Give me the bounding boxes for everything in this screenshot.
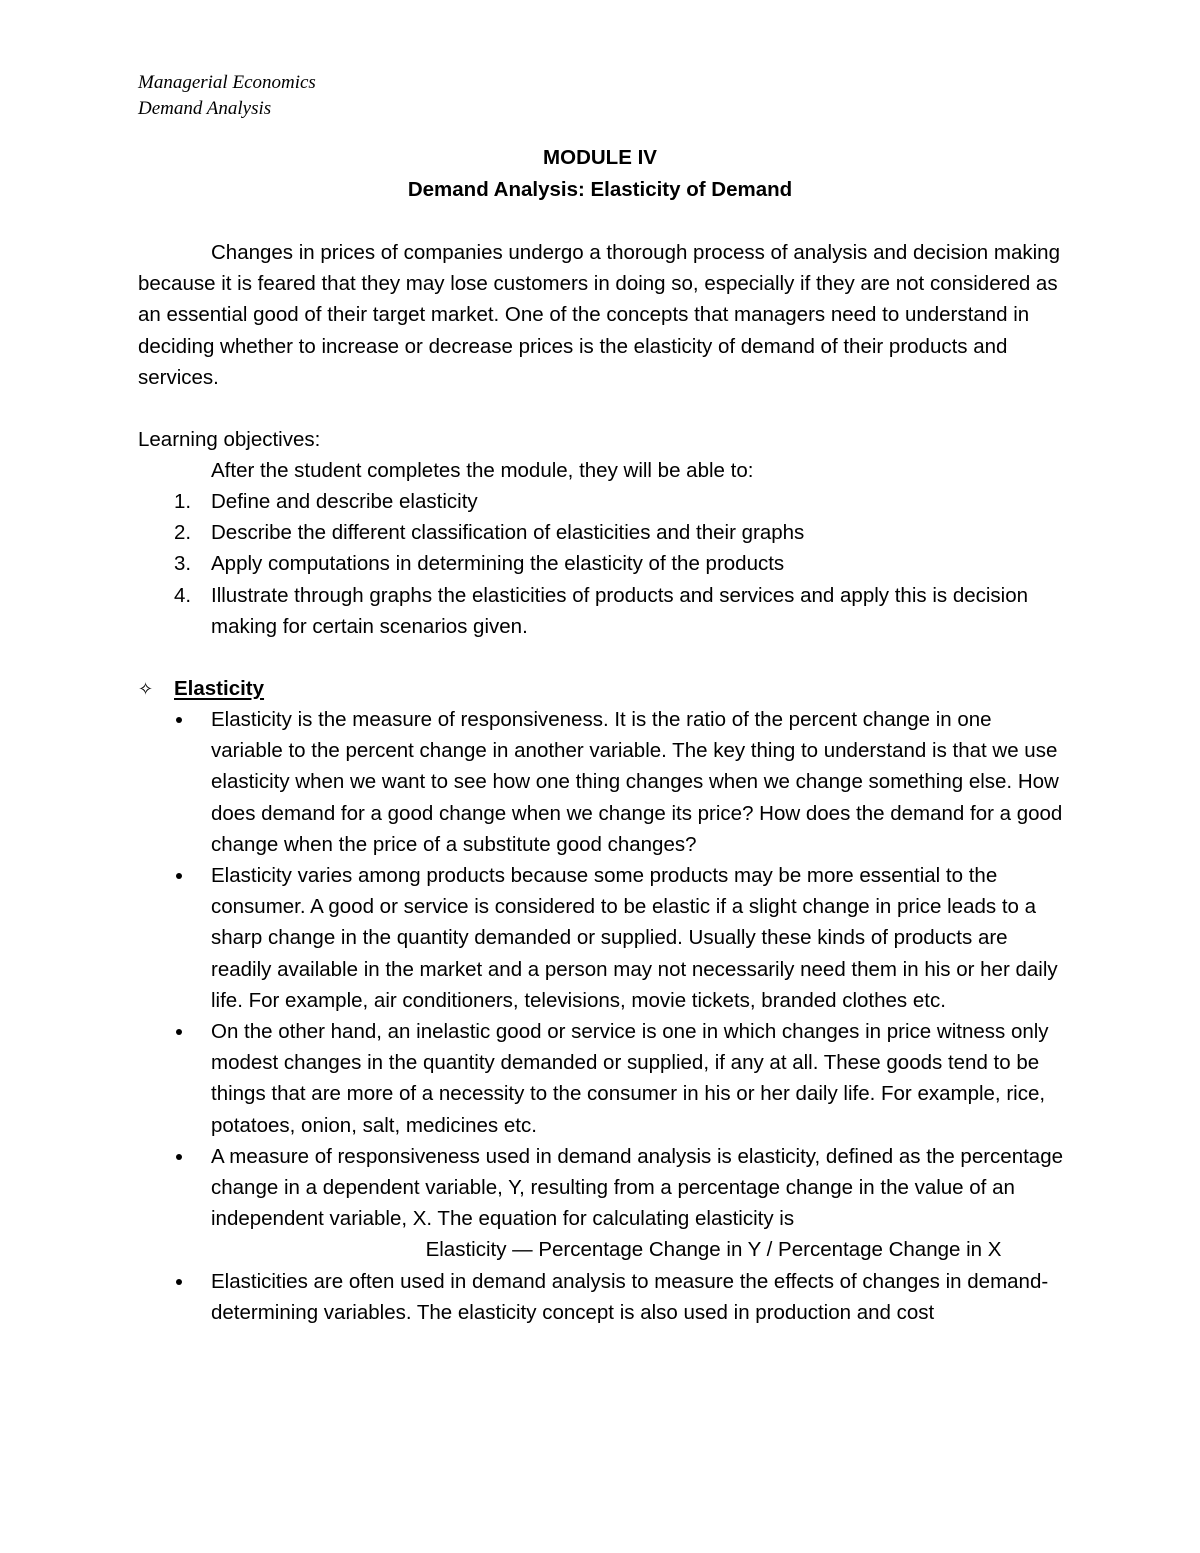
bullet-item [138, 1266, 1068, 1328]
objective-item [138, 486, 1068, 517]
objectives-list [138, 486, 1068, 642]
elasticity-bullet-list [138, 704, 1068, 1328]
bullet-dot-icon [176, 1279, 182, 1285]
diamond-bullet-icon: ✧ [138, 679, 154, 699]
bullet-item [138, 1016, 1068, 1141]
bullet-text: Elasticity varies among products because some products may be more essential to the consumer. A good or service is considered to be elastic if a slight change in price leads to a sharp change in the quantity demanded or supplied. Usually these kinds of products are readily available in the market and a person may not necessarily need them in his or her daily life. For example, air conditioners, televisions, movie tickets, branded clothes etc. [211, 864, 1058, 1012]
objective-text: Apply computations in determining the elasticity of the products [211, 552, 785, 576]
bullet-dot-icon [176, 873, 182, 879]
bullet-item [138, 1141, 1068, 1266]
header-topic: Demand Analysis [138, 98, 272, 119]
section-heading-elasticity [138, 673, 264, 705]
document-title-block [0, 142, 1200, 206]
objectives-lead: After the student completes the module, they will be able to: [211, 459, 754, 482]
module-title: MODULE IV [543, 146, 657, 169]
module-subtitle: Demand Analysis: Elasticity of Demand [407, 178, 793, 201]
bullet-dot-icon [176, 717, 182, 723]
objective-item [138, 517, 1068, 548]
objective-text: Define and describe elasticity [211, 490, 478, 513]
objective-text: Describe the different classification of elasticities and their graphs [211, 521, 805, 545]
bullet-dot-icon [176, 1029, 182, 1035]
header-course: Managerial Economics [138, 72, 316, 93]
bullet-text: Elasticity is the measure of responsiveness. It is the ratio of the percent change in one variable to the percent change in another variable. The key thing to understand is that we use elasticity when we want to see how one thing changes when we change something else. How does demand for a good change when we change its price? How does the demand for a good change when the price of a substitute good changes? [211, 708, 1063, 856]
intro-paragraph: Changes in prices of companies undergo a thorough process of analysis and decision making because it is feared that they may lose customers in doing so, especially if they are not considered as an essential good of their target market. One of the concepts that managers need to understand in deciding whether to increase or decrease prices is the elasticity of demand of their products and services. [138, 241, 1060, 389]
objective-text: Illustrate through graphs the elasticities of products and services and apply this is decision making for certain scenarios given. [211, 583, 1029, 638]
section-heading-text: Elasticity [174, 677, 265, 700]
bullet-text: Elasticities are often used in demand analysis to measure the effects of changes in demand-determining variables. The elasticity concept is also used in production and cost [211, 1269, 1049, 1324]
objective-number: 1. [174, 490, 192, 513]
bullet-text: On the other hand, an inelastic good or service is one in which changes in price witness only modest changes in the quantity demanded or supplied, if any at all. These goods tend to be things that are more of a necessity to the consumer in his or her daily life. For example, rice, potatoes, onion, salt, medicines etc. [211, 1020, 1049, 1137]
objective-item [138, 580, 1068, 642]
bullet-text: A measure of responsiveness used in demand analysis is elasticity, defined as the percentage change in a dependent variable, Y, resulting from a percentage change in the value of an independent variable, X. The equation for calculating elasticity is [211, 1144, 1064, 1231]
objective-number: 4. [174, 583, 192, 607]
elasticity-equation: Elasticity — Percentage Change in Y / Percentage Change in X [425, 1238, 1002, 1262]
objective-number: 3. [174, 552, 192, 576]
objectives-label: Learning objectives: [138, 428, 321, 451]
bullet-dot-icon [176, 1154, 182, 1160]
running-header [138, 70, 316, 122]
bullet-item [138, 704, 1068, 860]
objective-number: 2. [174, 521, 192, 545]
bullet-item [138, 860, 1068, 1016]
objective-item [138, 548, 1068, 579]
